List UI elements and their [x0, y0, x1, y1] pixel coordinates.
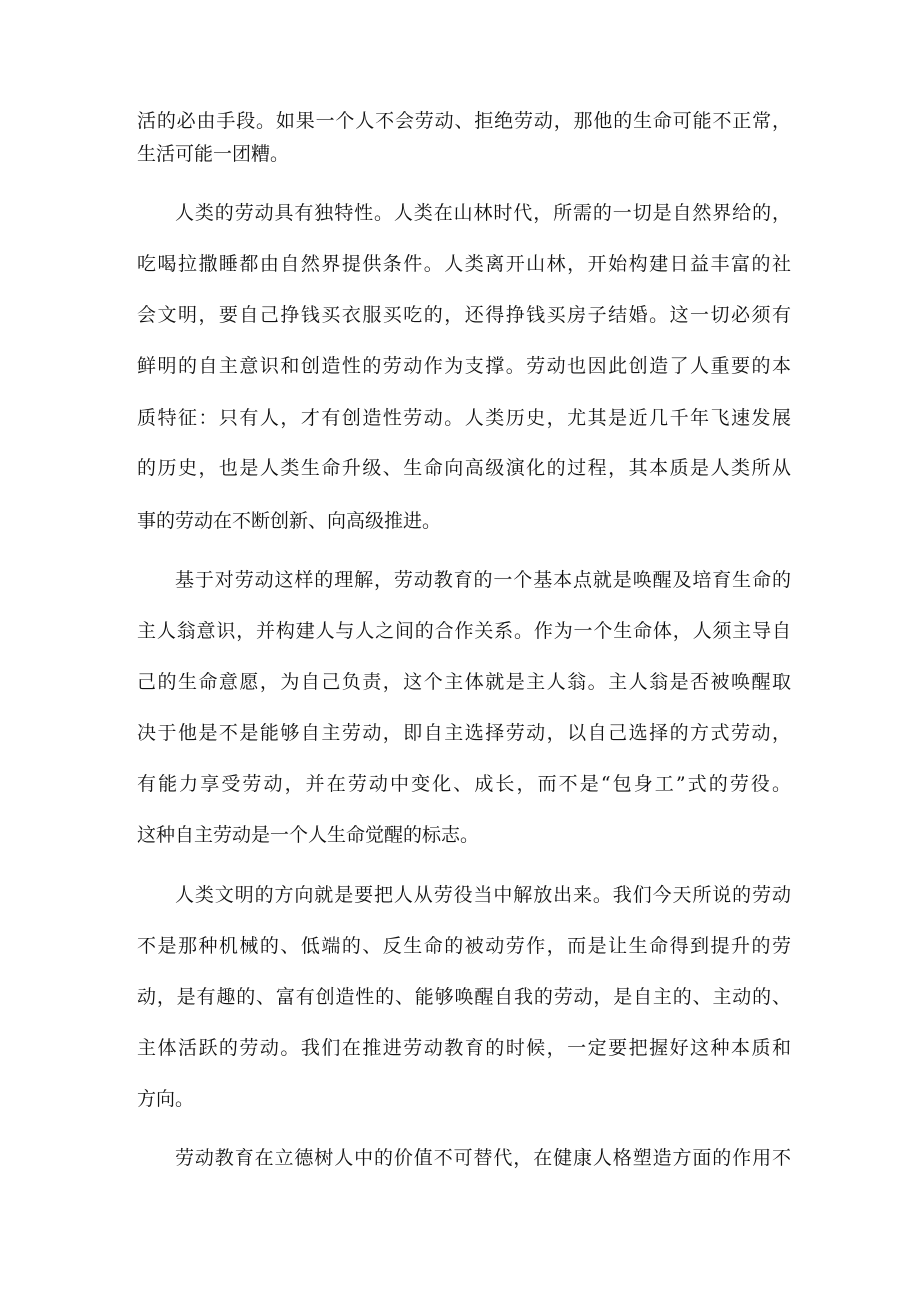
text-line [0, 506, 920, 536]
text-line [0, 769, 920, 799]
text-line-content: 会文明，要自己挣钱买衣服买吃的，还得挣钱买房子结婚。这一切必须有 [137, 304, 791, 326]
text-line [0, 931, 920, 961]
text-line-content: 事的劳动在不断创新、向高级推进。 [137, 510, 442, 532]
text-line [0, 198, 920, 228]
text-line-content: 生活可能一团糟。 [137, 143, 290, 165]
text-line-content: 人类的劳动具有独特性。人类在山林时代，所需的一切是自然界给的， [175, 202, 791, 224]
text-line-content: 动，是有趣的、富有创造性的、能够唤醒自我的劳动，是自主的、主动的、 [137, 986, 791, 1008]
text-line [0, 453, 920, 483]
text-line-content: 决于他是不是能够自主劳动，即自主选择劳动，以自己选择的方式劳动， [137, 722, 791, 744]
text-line-content: 主人翁意识，并构建人与人之间的合作关系。作为一个生命体，人须主导自 [137, 620, 791, 642]
text-line [0, 718, 920, 748]
text-line [0, 880, 920, 910]
text-line [0, 139, 920, 169]
text-line-content: 己的生命意愿，为自己负责，这个主体就是主人翁。主人翁是否被唤醒取 [137, 671, 791, 693]
text-line-content: 劳动教育在立德树人中的价值不可替代，在健康人格塑造方面的作用不 [175, 1147, 791, 1169]
text-line [0, 1084, 920, 1114]
text-line [0, 1143, 920, 1173]
text-line [0, 820, 920, 850]
text-line-content: 鲜明的自主意识和创造性的劳动作为支撑。劳动也因此创造了人重要的本 [137, 355, 791, 377]
text-line-content: 有能力享受劳动，并在劳动中变化、成长，而不是“包身工”式的劳役。 [137, 773, 791, 795]
text-line-content: 方向。 [137, 1088, 195, 1110]
text-line-content: 这种自主劳动是一个人生命觉醒的标志。 [137, 824, 480, 846]
text-line [0, 106, 920, 136]
text-line-content: 基于对劳动这样的理解，劳动教育的一个基本点就是唤醒及培育生命的 [175, 569, 791, 591]
text-line [0, 249, 920, 279]
text-line-content: 不是那种机械的、低端的、反生命的被动劳作，而是让生命得到提升的劳 [137, 935, 791, 957]
text-line-content: 人类文明的方向就是要把人从劳役当中解放出来。我们今天所说的劳动 [175, 884, 791, 906]
text-line-content: 主体活跃的劳动。我们在推进劳动教育的时候，一定要把握好这种本质和 [137, 1037, 791, 1059]
text-line [0, 351, 920, 381]
text-line [0, 565, 920, 595]
text-line-content: 吃喝拉撒睡都由自然界提供条件。人类离开山林，开始构建日益丰富的社 [137, 253, 791, 275]
text-line [0, 300, 920, 330]
text-line [0, 667, 920, 697]
text-line [0, 403, 920, 433]
text-line-content: 的历史，也是人类生命升级、生命向高级演化的过程，其本质是人类所从 [137, 457, 791, 479]
text-line-content: 质特征：只有人，才有创造性劳动。人类历史，尤其是近几千年飞速发展 [137, 407, 791, 429]
text-line-content: 活的必由手段。如果一个人不会劳动、拒绝劳动，那他的生命可能不正常， [137, 110, 791, 132]
text-line [0, 1033, 920, 1063]
text-line [0, 616, 920, 646]
text-line [0, 982, 920, 1012]
